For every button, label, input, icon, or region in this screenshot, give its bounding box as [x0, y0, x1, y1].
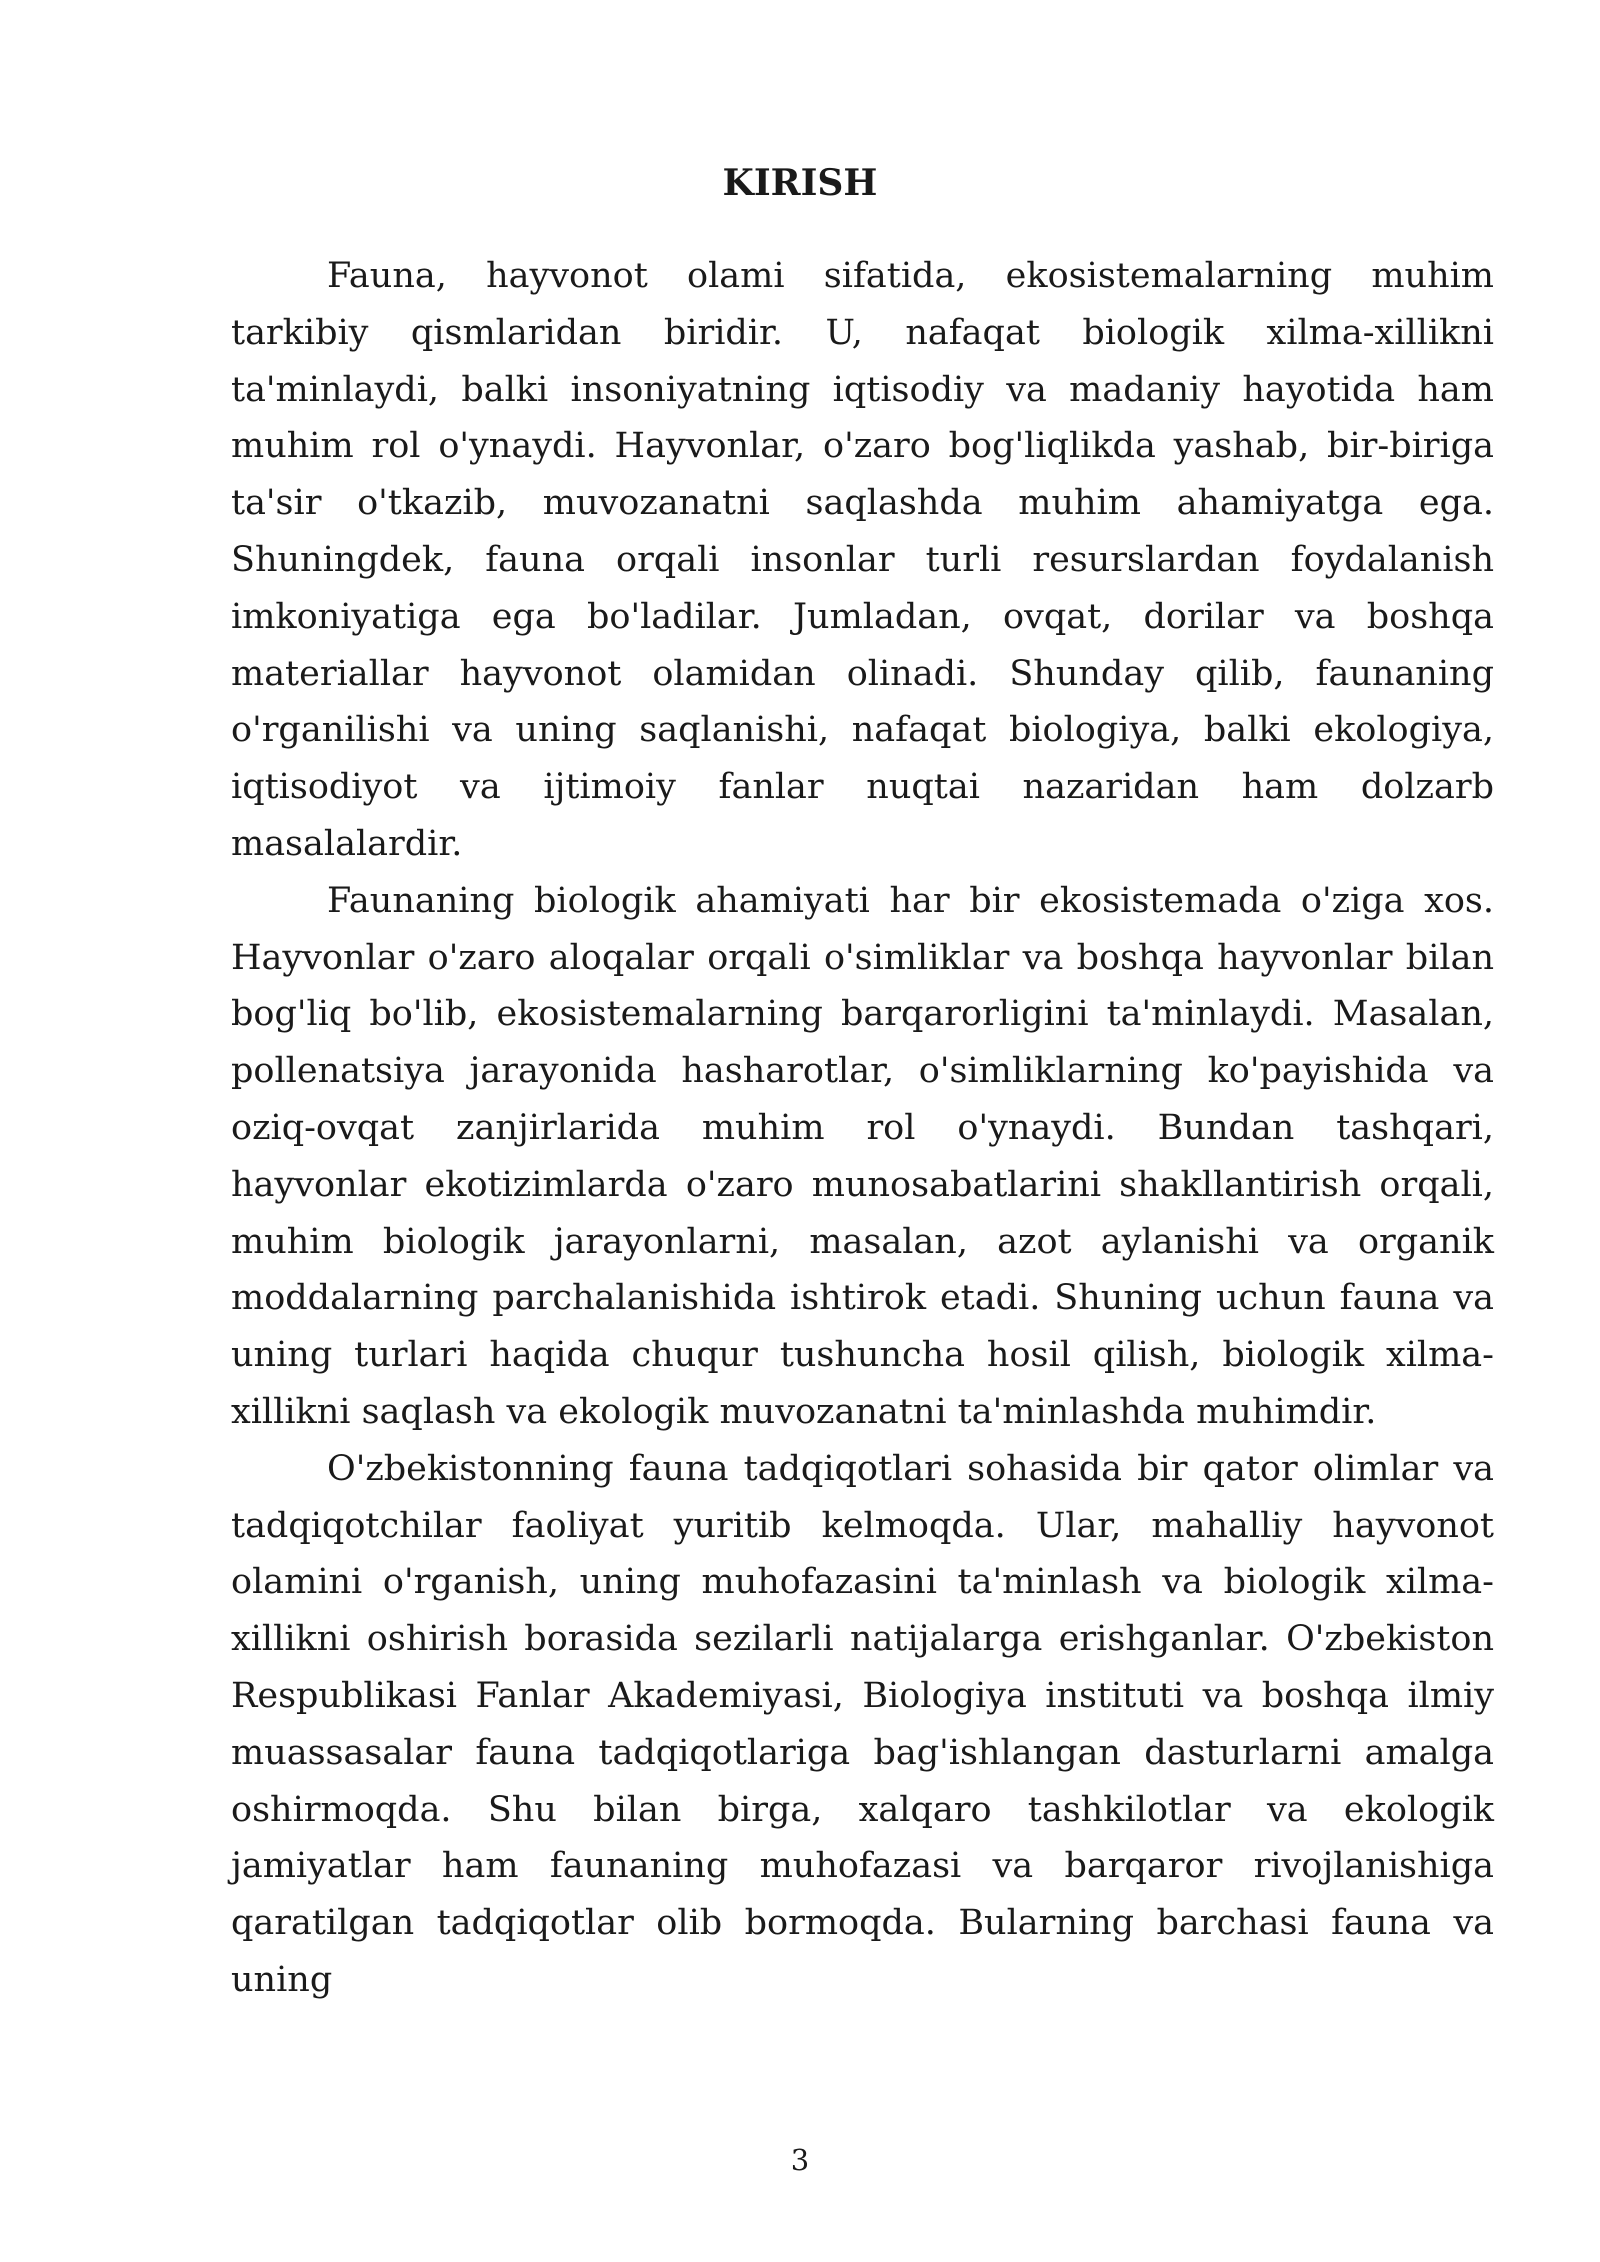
page-title: KIRISH	[722, 162, 878, 204]
paragraph-2: Faunaning biologik ahamiyati har bir ekosistemada o'ziga xos. Hayvonlar o'zaro aloqalar orqali o'simliklar va boshqa hayvonlar bilan bog'liq bo'lib, ekosistemalarning barqarorligini ta'minlaydi. Masalan, pollenatsiya jarayonida hasharotlar, o'simliklarning ko'payishida va oziq-ovqat zanjirlarida muhim rol o'ynaydi. Bundan tashqari, hayvonlar ekotizimlarda o'zaro munosabatlarini shakllantirish orqali, muhim biologik jarayonlarni, masalan, azot aylanishi va organik moddalarning parchalanishida ishtirok etadi. Shuning uchun fauna va uning turlari haqida chuqur tushuncha hosil qilish, biologik xilma-xillikni saqlash va ekologik muvozanatni ta'minlashda muhimdir.	[231, 880, 1494, 1432]
paragraph-3: O'zbekistonning fauna tadqiqotlari sohasida bir qator olimlar va tadqiqotchilar faoliyat yuritib kelmoqda. Ular, mahalliy hayvonot olamini o'rganish, uning muhofazasini ta'minlash va biologik xilma-xillikni oshirish borasida sezilarli natijalarga erishganlar. O'zbekiston Respublikasi Fanlar Akademiyasi, Biologiya instituti va boshqa ilmiy muassasalar fauna tadqiqotlariga bag'ishlangan dasturlarni amalga oshirmoqda. Shu bilan birga, xalqaro tashkilotlar va ekologik jamiyatlar ham faunaning muhofazasi va barqaror rivojlanishiga qaratilgan tadqiqotlar olib bormoqda. Bularning barchasi fauna va uning	[231, 1448, 1494, 2000]
paragraph-1: Fauna, hayvonot olami sifatida, ekosistemalarning muhim tarkibiy qismlaridan biridir. U, nafaqat biologik xilma-xillikni ta'minlaydi, balki insoniyatning iqtisodiy va madaniy hayotida ham muhim rol o'ynaydi. Hayvonlar, o'zaro bog'liqlikda yashab, bir-biriga ta'sir o'tkazib, muvozanatni saqlashda muhim ahamiyatga ega. Shuningdek, fauna orqali insonlar turli resurslardan foydalanish imkoniyatiga ega bo'ladilar. Jumladan, ovqat, dorilar va boshqa materiallar hayvonot olamidan olinadi. Shunday qilib, faunaning o'rganilishi va uning saqlanishi, nafaqat biologiya, balki ekologiya, iqtisodiyot va ijtimoiy fanlar nuqtai nazaridan ham dolzarb masalalardir.	[231, 256, 1494, 864]
page-number: 3	[790, 2143, 810, 2177]
document-body	[231, 248, 1494, 2009]
